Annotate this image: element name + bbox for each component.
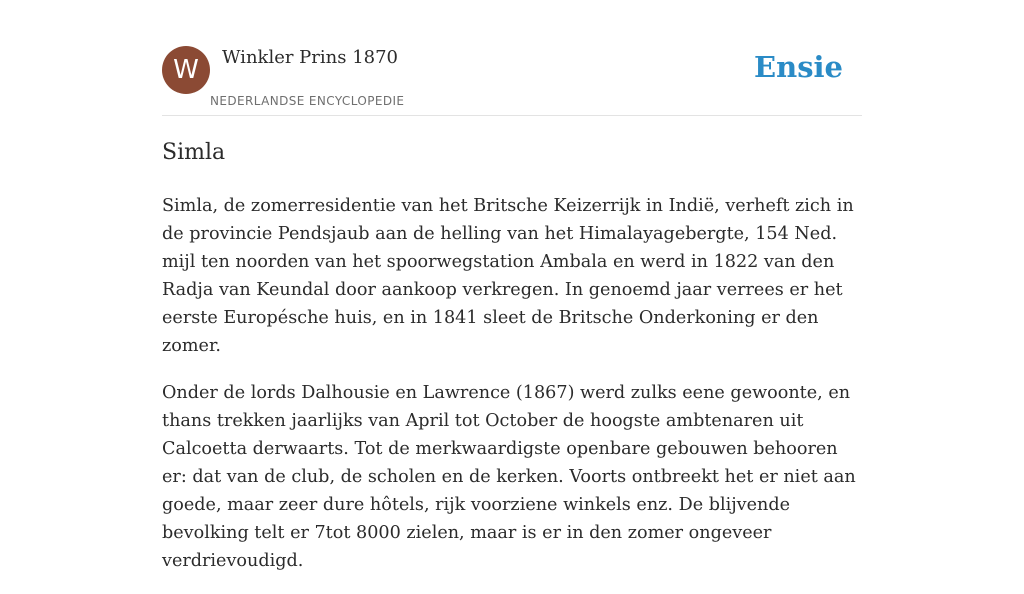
ensie-logo-link[interactable]: Ensie (754, 50, 843, 84)
article-title: Simla (162, 140, 226, 165)
article-body (162, 192, 862, 594)
source-avatar[interactable]: W (162, 46, 210, 94)
source-title-link[interactable]: Winkler Prins 1870 (222, 47, 399, 68)
site-header (162, 46, 862, 116)
article-paragraph: Simla, de zomerresidentie van het Britsche Keizerrijk in Indië, verheft zich in de provincie Pendsjaub aan de helling van het Himalayagebergte, 154 Ned. mijl ten noorden van het spoorwegstation Ambala en werd in 1822 van den Radja van Keundal door aankoop verkregen. In genoemd jaar verrees er het eerste Europésche huis, en in 1841 sleet de Britsche Onderkoning er den zomer. (162, 196, 854, 356)
source-subtitle: NEDERLANDSE ENCYCLOPEDIE (210, 94, 405, 108)
article-paragraph: Onder de lords Dalhousie en Lawrence (1867) werd zulks eene gewoonte, en thans trekken jaarlijks van April tot October de hoogste ambtenaren uit Calcoetta derwaarts. Tot de merkwaardigste openbare gebouwen behooren er: dat van de club, de scholen en de kerken. Voorts ontbreekt het er niet aan goede, maar zeer dure hôtels, rijk voorziene winkels enz. De blijvende bevolking telt er 7tot 8000 zielen, maar is er in den zomer ongeveer verdrievoudigd. (162, 383, 856, 571)
